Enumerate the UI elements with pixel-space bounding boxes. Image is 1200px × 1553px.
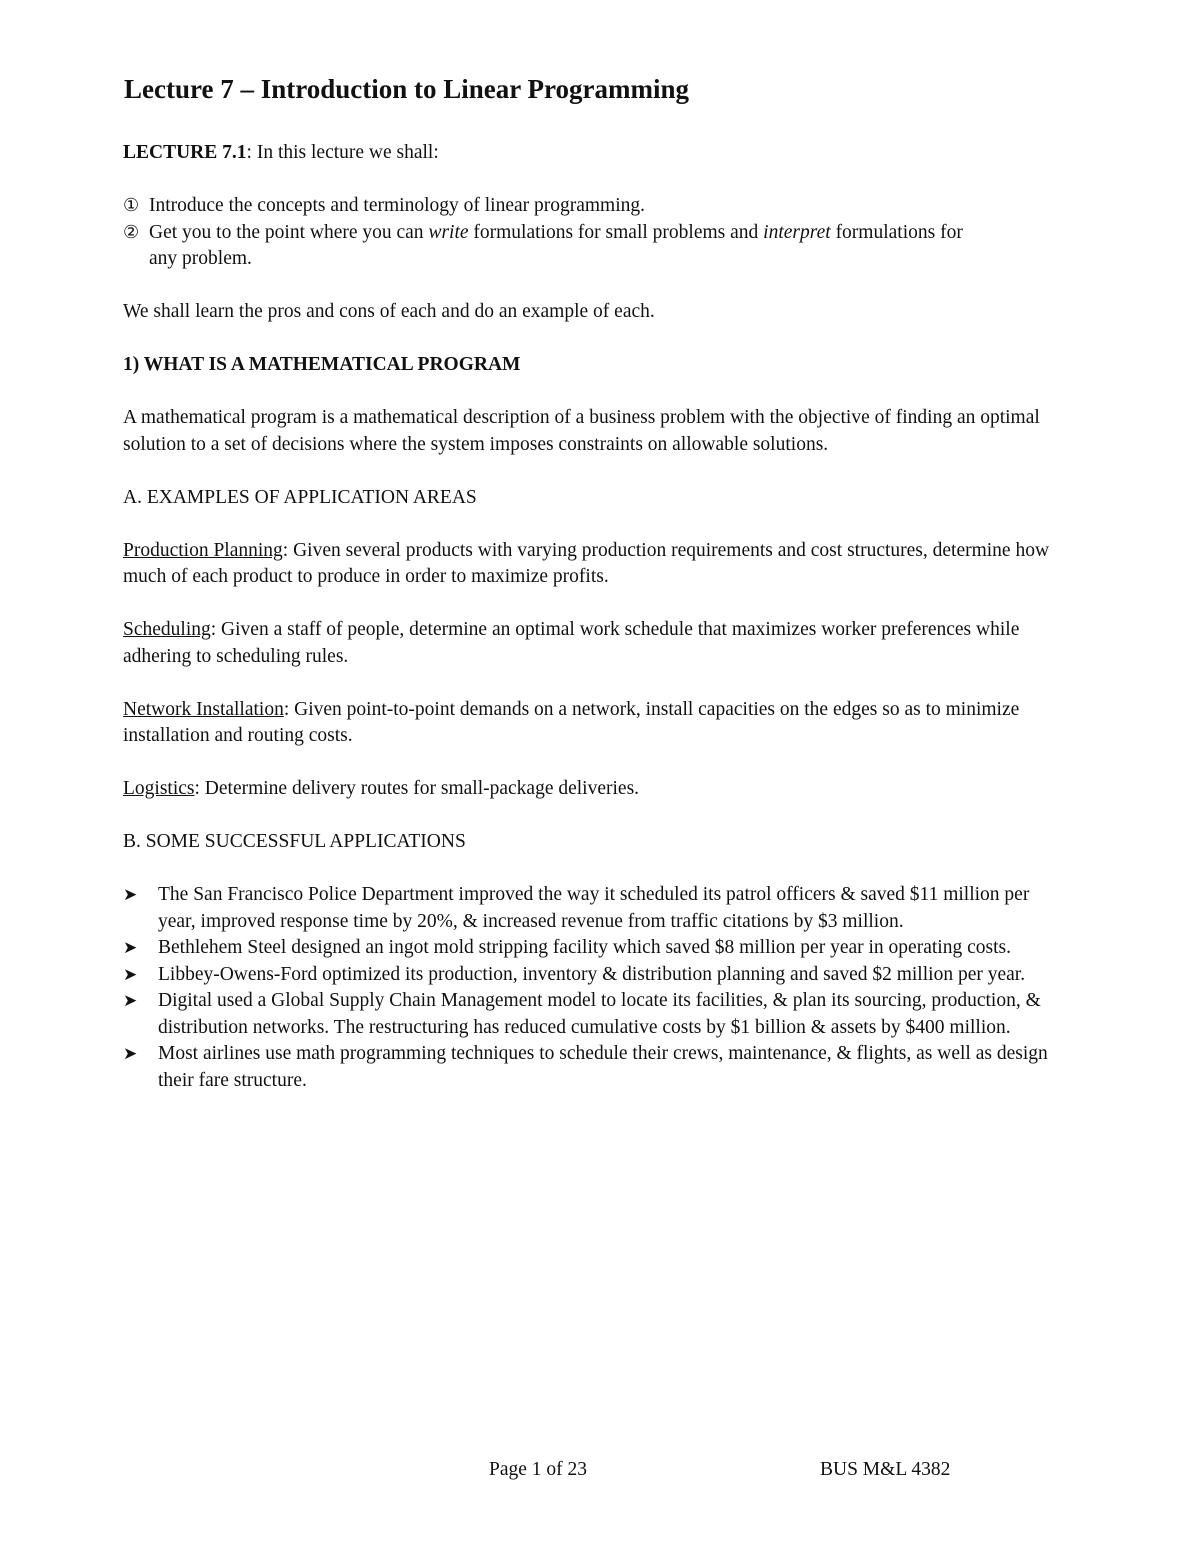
- pros-cons-paragraph: We shall learn the pros and cons of each and do an example of each.: [123, 301, 655, 322]
- emphasis-write: write: [428, 221, 469, 243]
- section-a-heading: A. EXAMPLES OF APPLICATION AREAS: [123, 486, 477, 508]
- objective-item-1: [123, 193, 1053, 220]
- list-item-text: Most airlines use math programming techniques to schedule their crews, maintenance, & flights, as well as design their fare structure.: [158, 1043, 1048, 1091]
- application-area-item: [123, 697, 1053, 750]
- application-area-item: [123, 617, 1053, 670]
- arrow-bullet-icon: ➤: [123, 964, 138, 985]
- list-item-text: Digital used a Global Supply Chain Management model to locate its facilities, & plan its sourcing, production, & distribution networks. The restructuring has reduced cumulative costs by $1 billion & assets by $400 million.: [158, 990, 1041, 1038]
- list-item-text: Libbey-Owens-Ford optimized its production, inventory & distribution planning and saved $2 million per year.: [158, 963, 1026, 985]
- document-title: Lecture 7 – Introduction to Linear Programming: [124, 74, 689, 104]
- application-area-desc: : Given a staff of people, determine an optimal work schedule that maximizes worker preferences while adhering to scheduling rules.: [123, 619, 1020, 667]
- application-area-item: [123, 776, 1053, 803]
- list-item: [123, 988, 1053, 1041]
- list-item-text: Bethlehem Steel designed an ingot mold stripping facility which saved $8 million per year in operating costs.: [158, 937, 1011, 958]
- list-item: [123, 962, 1053, 989]
- page-number: Page 1 of 23: [489, 1459, 588, 1480]
- section-b-heading: B. SOME SUCCESSFUL APPLICATIONS: [123, 831, 466, 852]
- objectives-list: [123, 193, 1053, 273]
- application-area-desc: : Determine delivery routes for small-package deliveries.: [194, 778, 640, 799]
- application-area-term: Logistics: [123, 778, 195, 799]
- objective-text-part: Get you to the point where you can: [149, 221, 429, 243]
- application-area-desc: : Given point-to-point demands on a network, install capacities on the edges so as to minimize installation and routing costs.: [123, 698, 1020, 746]
- definition-paragraph: A mathematical program is a mathematical description of a business problem with the objective of finding an optimal solution to a set of decisions where the system imposes constraints on allowable solutions.: [123, 407, 1040, 455]
- application-area-item: [123, 538, 1053, 591]
- arrow-bullet-icon: ➤: [123, 938, 138, 958]
- arrow-bullet-icon: ➤: [123, 991, 138, 1011]
- arrow-bullet-icon: ➤: [123, 885, 138, 905]
- list-item: [123, 935, 1053, 962]
- arrow-bullet-icon: ➤: [123, 1044, 138, 1064]
- lecture-intro: [123, 140, 1053, 167]
- section-1-heading: 1) WHAT IS A MATHEMATICAL PROGRAM: [123, 354, 521, 375]
- application-area-term: Network Installation: [123, 698, 284, 720]
- application-area-term: Scheduling: [123, 619, 211, 640]
- lecture-label: LECTURE 7.1: [123, 142, 247, 163]
- list-item-text: The San Francisco Police Department improved the way it scheduled its patrol officers & saved $11 million per year, improved response time by 20%, & increased revenue from traffic citations by $3 million.: [158, 884, 1030, 932]
- objective-text: Introduce the concepts and terminology of linear programming.: [149, 195, 646, 216]
- list-item: [123, 1041, 1053, 1094]
- document-body: [123, 140, 1053, 1121]
- lecture-intro-text: : In this lecture we shall:: [246, 142, 439, 163]
- successful-applications-list: [123, 882, 1053, 1094]
- objective-item-2: [123, 220, 1053, 273]
- objective-text-part: formulations for small problems and: [468, 221, 764, 243]
- application-area-term: Production Planning: [123, 539, 283, 561]
- circled-one-marker: ①: [123, 195, 140, 216]
- circled-two-marker: ②: [123, 221, 140, 243]
- objective-text: [149, 220, 1053, 273]
- application-area-desc: : Given several products with varying production requirements and cost structures, determine how much of each product to produce in order to maximize profits.: [123, 539, 1050, 587]
- course-code: BUS M&L 4382: [820, 1459, 951, 1480]
- objective-text-part: formulations for any problem.: [149, 221, 963, 269]
- emphasis-interpret: interpret: [763, 221, 831, 243]
- list-item: [123, 882, 1053, 935]
